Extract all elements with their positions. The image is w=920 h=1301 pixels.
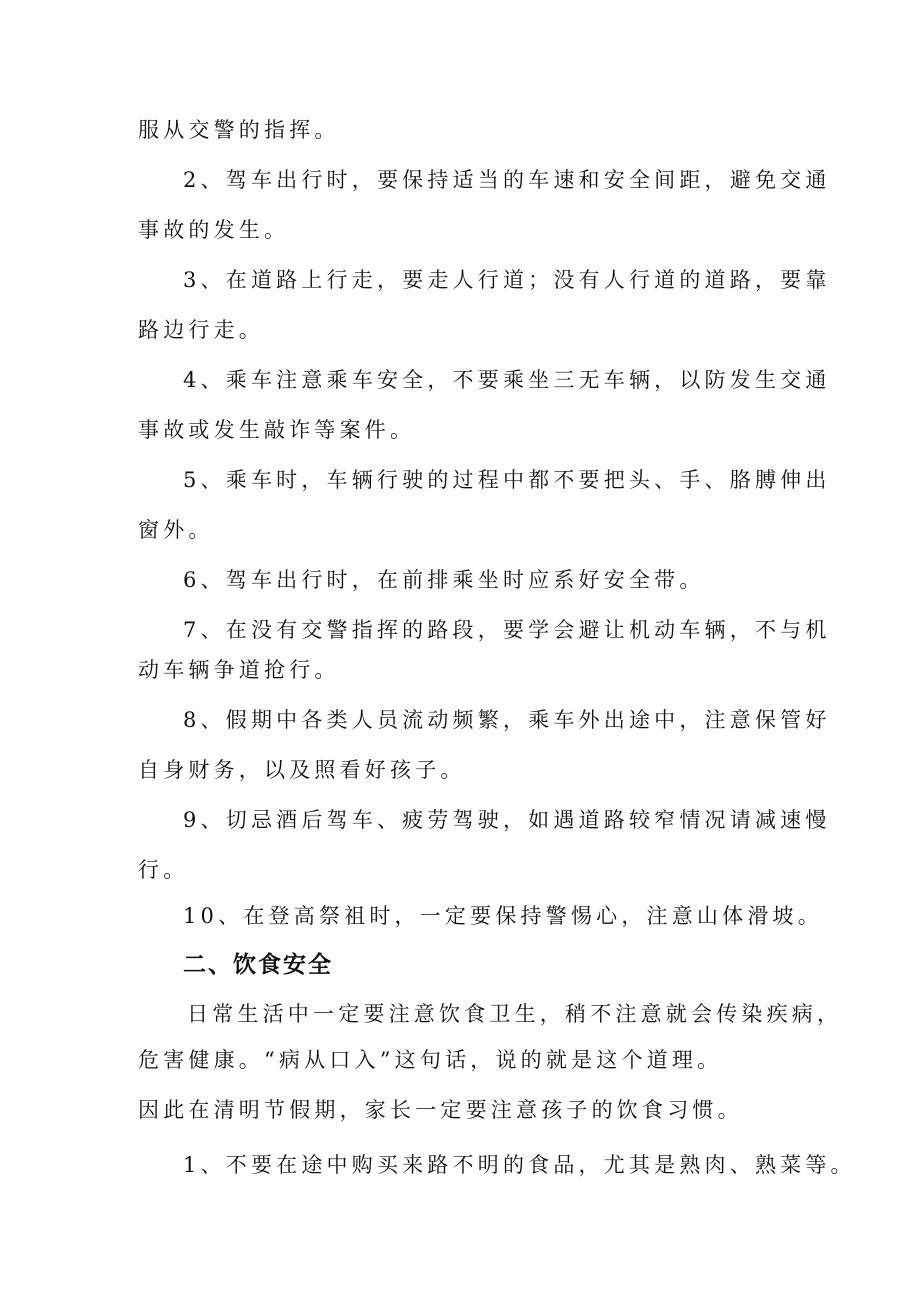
- text-line: 5、乘车时，车辆行驶的过程中都不要把头、手、胳膊伸出: [183, 468, 831, 492]
- text-line: 自身财务，以及照看好孩子。: [138, 758, 466, 782]
- text-line: 事故的发生。: [138, 218, 290, 242]
- text-line: 事故或发生敲诈等案件。: [138, 418, 416, 442]
- text-line: 7、在没有交警指挥的路段，要学会避让机动车辆，不与机: [183, 618, 831, 642]
- text-line: 9、切忌酒后驾车、疲劳驾驶，如遇道路较窄情况请减速慢: [183, 808, 831, 832]
- text-line: 1、不要在途中购买来路不明的食品，尤其是熟肉、熟菜等。: [183, 1153, 856, 1177]
- text-line: 危害健康。“病从口入”这句话，说的就是这个道理。: [138, 1048, 723, 1072]
- section-heading: 二、饮食安全: [183, 952, 333, 978]
- text-line: 2、驾车出行时，要保持适当的车速和安全间距，避免交通: [183, 168, 831, 192]
- text-line: 窗外。: [138, 518, 214, 542]
- text-line: 4、乘车注意乘车安全，不要乘坐三无车辆，以防发生交通: [183, 368, 831, 392]
- text-line: 行。: [138, 858, 189, 882]
- text-line: 动车辆争道抢行。: [138, 658, 340, 682]
- text-line: 服从交警的指挥。: [138, 118, 340, 142]
- text-line: 因此在清明节假期，家长一定要注意孩子的饮食习惯。: [138, 1098, 743, 1122]
- text-line: 3、在道路上行走，要走人行道；没有人行道的道路，要靠: [183, 268, 831, 292]
- text-line: 日常生活中一定要注意饮食卫生，稍不注意就会传染疾病，: [187, 1002, 843, 1026]
- text-line: 路边行走。: [138, 318, 264, 342]
- text-line: 8、假期中各类人员流动频繁，乘车外出途中，注意保管好: [183, 708, 831, 732]
- text-line: 6、驾车出行时，在前排乘坐时应系好安全带。: [183, 568, 705, 592]
- text-line: 10、在登高祭祖时，一定要保持警惕心，注意山体滑坡。: [183, 904, 823, 928]
